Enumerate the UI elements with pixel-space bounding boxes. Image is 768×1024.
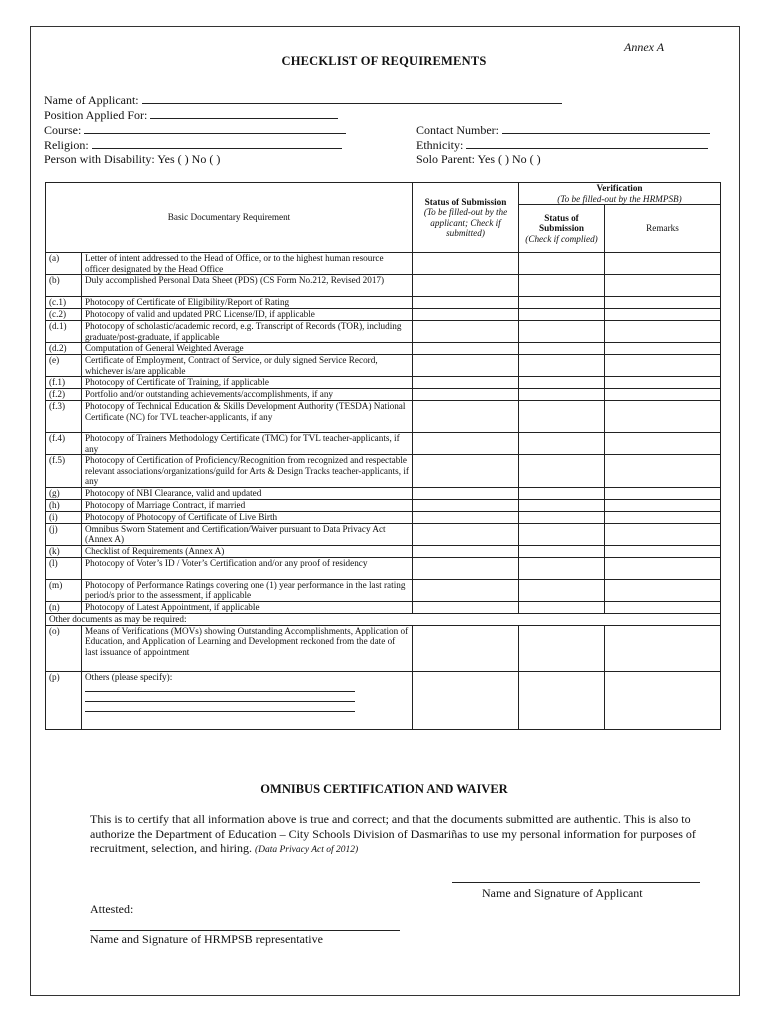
row-text: Omnibus Sworn Statement and Certification/Waiver pursuant to Data Privacy Act (Annex A)	[82, 523, 413, 545]
header-status	[413, 183, 519, 253]
status-cell[interactable]	[413, 671, 519, 729]
row-code: (d.2)	[46, 343, 82, 355]
remarks-cell[interactable]	[605, 455, 721, 488]
verif-status-cell[interactable]	[519, 487, 605, 499]
verif-status-cell[interactable]	[519, 401, 605, 433]
requirements-table	[45, 182, 721, 730]
row-text: Portfolio and/or outstanding achievements/accomplishments, if any	[82, 389, 413, 401]
status-cell[interactable]	[413, 625, 519, 671]
status-cell[interactable]	[413, 545, 519, 557]
verif-status-cell[interactable]	[519, 625, 605, 671]
row-text: Photocopy of Photocopy of Certificate of Live Birth	[82, 511, 413, 523]
status-cell[interactable]	[413, 601, 519, 613]
header-verif-status-title: Status of Submission	[539, 212, 584, 234]
row-text: Photocopy of Certification of Proficiency/Recognition from recognized and respectable relevant associations/organizations/guild for Arts & Design Tracks teacher-applicants, if any	[82, 455, 413, 488]
remarks-cell[interactable]	[605, 297, 721, 309]
row-text: Photocopy of Latest Appointment, if applicable	[82, 601, 413, 613]
status-cell[interactable]	[413, 433, 519, 455]
remarks-cell[interactable]	[605, 579, 721, 601]
status-cell[interactable]	[413, 579, 519, 601]
row-text: Photocopy of NBI Clearance, valid and updated	[82, 487, 413, 499]
row-text: Photocopy of Performance Ratings covering one (1) year performance in the last rating period/s prior to the assessment, if applicable	[82, 579, 413, 601]
table-row	[46, 671, 721, 729]
row-code: (c.2)	[46, 309, 82, 321]
table-row	[46, 309, 721, 321]
verif-status-cell[interactable]	[519, 297, 605, 309]
status-cell[interactable]	[413, 401, 519, 433]
remarks-cell[interactable]	[605, 355, 721, 377]
status-cell[interactable]	[413, 253, 519, 275]
row-code: (d.1)	[46, 321, 82, 343]
remarks-cell[interactable]	[605, 433, 721, 455]
verif-status-cell[interactable]	[519, 433, 605, 455]
row-code: (f.4)	[46, 433, 82, 455]
remarks-cell[interactable]	[605, 275, 721, 297]
status-cell[interactable]	[413, 455, 519, 488]
verif-status-cell[interactable]	[519, 253, 605, 275]
verif-status-cell[interactable]	[519, 275, 605, 297]
row-text: Photocopy of Certificate of Eligibility/Report of Rating	[82, 297, 413, 309]
attested-label: Attested:	[90, 902, 134, 916]
verif-status-cell[interactable]	[519, 309, 605, 321]
table-row	[46, 297, 721, 309]
row-code: (a)	[46, 253, 82, 275]
row-code: (j)	[46, 523, 82, 545]
row-text: Photocopy of Marriage Contract, if married	[82, 499, 413, 511]
table-row	[46, 355, 721, 377]
row-code: (l)	[46, 557, 82, 579]
table-row	[46, 253, 721, 275]
status-cell[interactable]	[413, 499, 519, 511]
table-row	[46, 545, 721, 557]
row-code: (c.1)	[46, 297, 82, 309]
specify-line[interactable]	[85, 702, 355, 712]
header-status-title: Status of Submission	[424, 196, 507, 207]
applicant-name-field[interactable]	[44, 93, 562, 108]
waiver-title: OMNIBUS CERTIFICATION AND WAIVER	[260, 782, 508, 796]
remarks-cell[interactable]	[605, 671, 721, 729]
status-cell[interactable]	[413, 389, 519, 401]
header-remarks: Remarks	[605, 205, 721, 253]
row-code: (m)	[46, 579, 82, 601]
table-row	[46, 601, 721, 613]
religion-field[interactable]	[44, 138, 342, 153]
table-row	[46, 523, 721, 545]
status-cell[interactable]	[413, 377, 519, 389]
table-row	[46, 625, 721, 671]
table-row	[46, 377, 721, 389]
specify-line[interactable]	[85, 692, 355, 702]
remarks-cell[interactable]	[605, 343, 721, 355]
status-cell[interactable]	[413, 275, 519, 297]
row-code: (e)	[46, 355, 82, 377]
applicant-signature-label: Name and Signature of Applicant	[482, 886, 643, 900]
annex-label: Annex A	[624, 40, 665, 54]
status-cell[interactable]	[413, 343, 519, 355]
row-code: (f.2)	[46, 389, 82, 401]
waiver-text-1: This is to certify that all information above is true and correct; and that the documents submitted are authentic.	[90, 812, 621, 826]
table-row	[46, 487, 721, 499]
status-cell[interactable]	[413, 523, 519, 545]
contact-line	[502, 123, 710, 134]
verif-status-cell[interactable]	[519, 377, 605, 389]
row-code: (f.5)	[46, 455, 82, 488]
verif-status-cell[interactable]	[519, 499, 605, 511]
row-code: (o)	[46, 625, 82, 671]
representative-signature-line[interactable]	[90, 930, 400, 931]
status-cell[interactable]	[413, 511, 519, 523]
page-title: CHECKLIST OF REQUIREMENTS	[281, 54, 487, 68]
row-code: (n)	[46, 601, 82, 613]
row-text: Certificate of Employment, Contract of Service, or duly signed Service Record, whichever is/are applicable	[82, 355, 413, 377]
row-code: (f.3)	[46, 401, 82, 433]
remarks-cell[interactable]	[605, 401, 721, 433]
remarks-cell[interactable]	[605, 253, 721, 275]
remarks-cell[interactable]	[605, 309, 721, 321]
remarks-cell[interactable]	[605, 545, 721, 557]
verif-status-cell[interactable]	[519, 545, 605, 557]
row-text: Photocopy of Certificate of Training, if applicable	[82, 377, 413, 389]
table-row	[46, 557, 721, 579]
remarks-cell[interactable]	[605, 625, 721, 671]
status-cell[interactable]	[413, 321, 519, 343]
row-text: Computation of General Weighted Average	[82, 343, 413, 355]
position-field[interactable]	[44, 108, 338, 123]
position-label: Position Applied For:	[44, 108, 148, 122]
table-row	[46, 321, 721, 343]
verif-status-cell[interactable]	[519, 455, 605, 488]
solo-parent-field[interactable]: Solo Parent: Yes ( ) No ( )	[416, 152, 541, 166]
row-text: Others (please specify):	[85, 671, 173, 682]
table-row	[46, 433, 721, 455]
row-text: Photocopy of Trainers Methodology Certificate (TMC) for TVL teacher-applicants, if any	[82, 433, 413, 455]
applicant-name-line	[142, 93, 562, 104]
remarks-cell[interactable]	[605, 487, 721, 499]
table-row	[46, 401, 721, 433]
verif-status-cell[interactable]	[519, 355, 605, 377]
requirements-body	[46, 253, 721, 614]
other-documents-row: Other documents as may be required:	[46, 613, 721, 625]
ethnicity-line	[466, 138, 708, 149]
row-code: (k)	[46, 545, 82, 557]
row-text: Photocopy of Technical Education & Skills Development Authority (TESDA) National Certificate (NC) for TVL teacher-applicants, if any	[82, 401, 413, 433]
row-text: Photocopy of valid and updated PRC License/ID, if applicable	[82, 309, 413, 321]
remarks-cell[interactable]	[605, 511, 721, 523]
row-text: Photocopy of Voter’s ID / Voter’s Certification and/or any proof of residency	[82, 557, 413, 579]
specify-line[interactable]	[85, 682, 355, 692]
verif-status-cell[interactable]	[519, 389, 605, 401]
course-line	[84, 123, 346, 134]
table-row	[46, 455, 721, 488]
verif-status-cell[interactable]	[519, 511, 605, 523]
verif-status-cell[interactable]	[519, 601, 605, 613]
table-row	[46, 389, 721, 401]
ethnicity-field[interactable]	[416, 138, 708, 153]
row-text: Photocopy of scholastic/academic record, e.g. Transcript of Records (TOR), including graduate/post-graduate, if applicable	[82, 321, 413, 343]
status-cell[interactable]	[413, 297, 519, 309]
remarks-cell[interactable]	[605, 523, 721, 545]
row-code: (b)	[46, 275, 82, 297]
table-row	[46, 511, 721, 523]
remarks-cell[interactable]	[605, 321, 721, 343]
remarks-cell[interactable]	[605, 557, 721, 579]
privacy-note: (Data Privacy Act of 2012)	[254, 845, 359, 855]
remarks-cell[interactable]	[605, 499, 721, 511]
header-status-note: (To be filled-out by the applicant; Check if submitted)	[423, 207, 508, 238]
header-verification-note: (To be filled-out by the HRMPSB)	[557, 193, 682, 204]
row-code: (h)	[46, 499, 82, 511]
header-requirement: Basic Documentary Requirement	[46, 183, 413, 253]
table-row	[46, 343, 721, 355]
position-line	[150, 108, 338, 119]
religion-label: Religion:	[44, 138, 89, 152]
remarks-cell[interactable]	[605, 601, 721, 613]
remarks-cell[interactable]	[605, 389, 721, 401]
row-text: Duly accomplished Personal Data Sheet (PDS) (CS Form No.212, Revised 2017)	[82, 275, 413, 297]
ethnicity-label: Ethnicity:	[416, 138, 464, 152]
others-specify-cell	[82, 671, 413, 729]
header-verif-status	[519, 205, 605, 253]
table-row	[46, 499, 721, 511]
status-cell[interactable]	[413, 557, 519, 579]
row-text: Means of Verifications (MOVs) showing Outstanding Accomplishments, Application of Education, and Application of Learning and Development reckoned from the date of last issuance of appointment	[82, 625, 413, 671]
pwd-field[interactable]: Person with Disability: Yes ( ) No ( )	[44, 152, 221, 166]
status-cell[interactable]	[413, 355, 519, 377]
verif-status-cell[interactable]	[519, 557, 605, 579]
header-verification-title: Verification	[596, 183, 643, 193]
status-cell[interactable]	[413, 309, 519, 321]
row-code: (p)	[46, 671, 82, 729]
row-code: (g)	[46, 487, 82, 499]
waiver-text-2: This is also to authorize the Department of Education – City Schools Division of Dasmariñas to use my personal information for purposes of recruitment, selection, and hiring.	[90, 812, 696, 855]
course-label: Course:	[44, 123, 82, 137]
header-verif-status-note: (Check if complied)	[525, 233, 598, 244]
verif-status-cell[interactable]	[519, 321, 605, 343]
representative-signature-label: Name and Signature of HRMPSB representative	[90, 932, 323, 946]
applicant-signature-line[interactable]	[452, 882, 700, 883]
applicant-name-label: Name of Applicant:	[44, 93, 139, 107]
remarks-cell[interactable]	[605, 377, 721, 389]
header-verification	[519, 183, 721, 205]
course-field[interactable]	[44, 123, 346, 138]
row-text: Checklist of Requirements (Annex A)	[82, 545, 413, 557]
verif-status-cell[interactable]	[519, 671, 605, 729]
waiver-paragraph	[90, 812, 730, 858]
table-row	[46, 579, 721, 601]
row-code: (f.1)	[46, 377, 82, 389]
contact-label: Contact Number:	[416, 123, 499, 137]
status-cell[interactable]	[413, 487, 519, 499]
row-code: (i)	[46, 511, 82, 523]
verif-status-cell[interactable]	[519, 579, 605, 601]
verif-status-cell[interactable]	[519, 523, 605, 545]
table-row	[46, 275, 721, 297]
verif-status-cell[interactable]	[519, 343, 605, 355]
row-text: Letter of intent addressed to the Head of Office, or to the highest human resource officer designated by the Head Office	[82, 253, 413, 275]
religion-line	[92, 138, 342, 149]
contact-field[interactable]	[416, 123, 710, 138]
